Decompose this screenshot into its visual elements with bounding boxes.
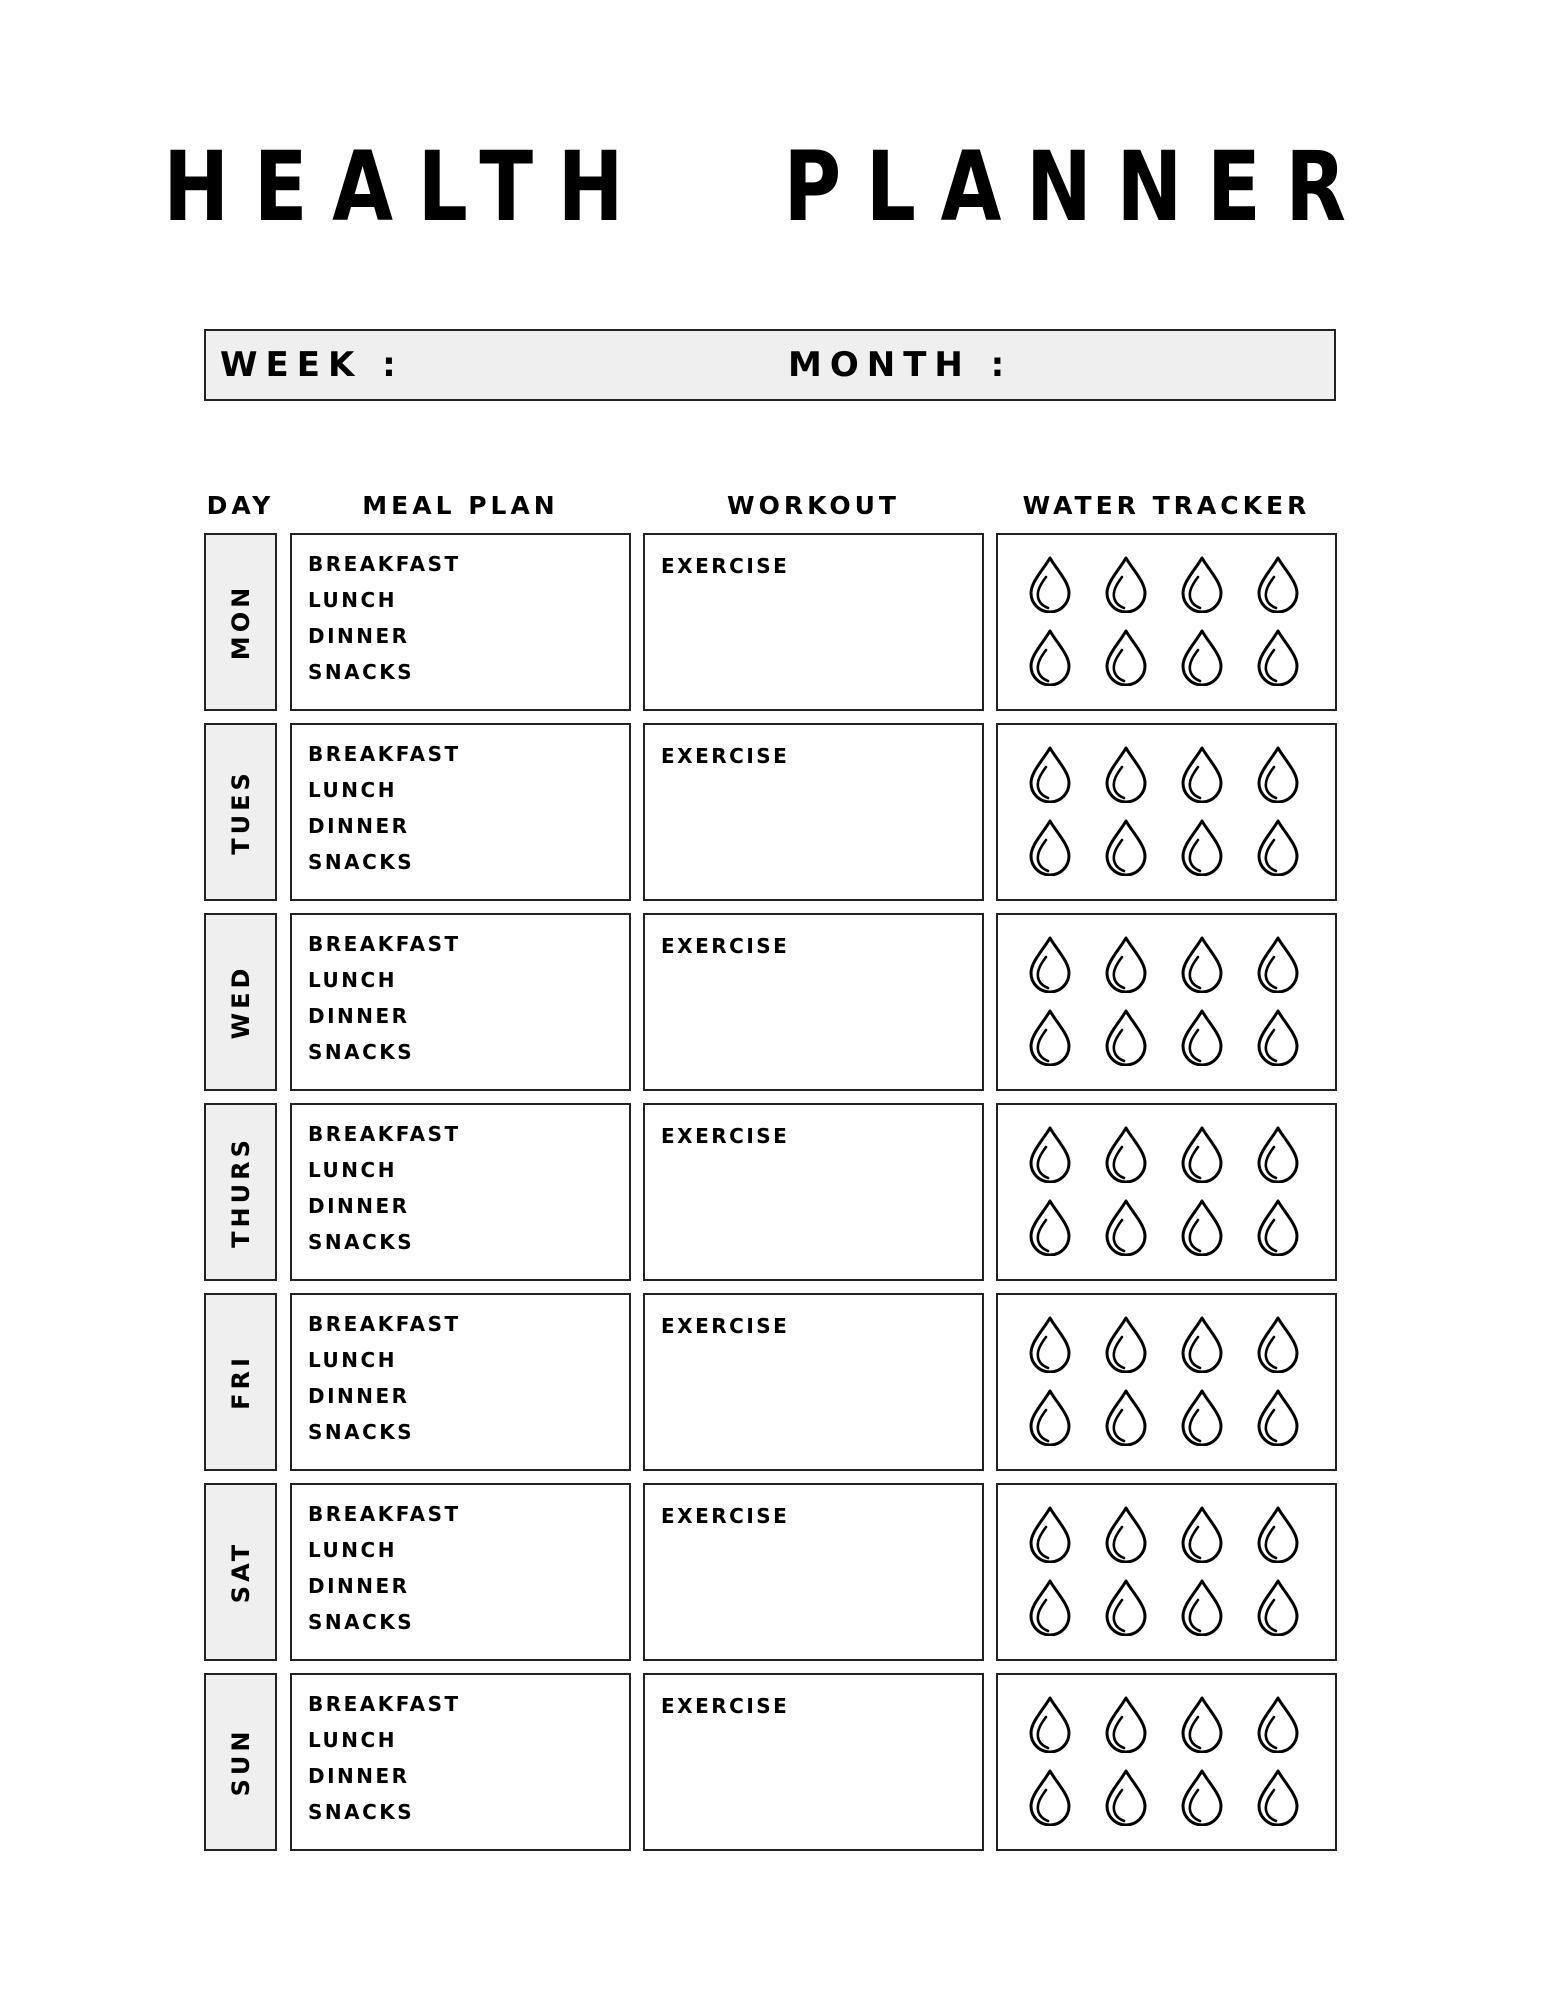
water-drop-icon[interactable]: [1104, 555, 1148, 613]
exercise-label: EXERCISE: [661, 1124, 790, 1148]
water-drop-icon[interactable]: [1104, 1315, 1148, 1373]
meal-plan-cell[interactable]: [290, 1483, 631, 1661]
week-month-bar: [204, 329, 1336, 401]
water-drop-icon[interactable]: [1028, 628, 1072, 686]
meal-label-dinner: DINNER: [308, 624, 410, 648]
meal-label-lunch: LUNCH: [308, 1158, 397, 1182]
meal-label-lunch: LUNCH: [308, 968, 397, 992]
day-label: WED: [226, 964, 255, 1040]
water-drop-icon[interactable]: [1028, 818, 1072, 876]
meal-label-snacks: SNACKS: [308, 1420, 415, 1444]
exercise-label: EXERCISE: [661, 1694, 790, 1718]
exercise-label: EXERCISE: [661, 1314, 790, 1338]
meal-label-snacks: SNACKS: [308, 1610, 415, 1634]
day-row: [0, 1293, 1545, 1471]
meal-label-dinner: DINNER: [308, 1194, 410, 1218]
day-cell: [204, 1103, 277, 1281]
water-drop-icon[interactable]: [1028, 1125, 1072, 1183]
month-label: MONTH :: [788, 345, 1013, 385]
day-row: [0, 533, 1545, 711]
day-label: SUN: [226, 1727, 255, 1797]
day-cell: [204, 1673, 277, 1851]
meal-plan-cell[interactable]: [290, 723, 631, 901]
water-drop-icon[interactable]: [1256, 1315, 1300, 1373]
water-drop-icon[interactable]: [1256, 628, 1300, 686]
water-tracker-cell: [996, 1673, 1337, 1851]
meal-label-lunch: LUNCH: [308, 1348, 397, 1372]
water-drop-icon[interactable]: [1256, 1388, 1300, 1446]
meal-label-dinner: DINNER: [308, 1384, 410, 1408]
meal-label-dinner: DINNER: [308, 1574, 410, 1598]
water-drop-icon[interactable]: [1180, 555, 1224, 613]
water-drop-icon[interactable]: [1180, 1008, 1224, 1066]
meal-label-breakfast: BREAKFAST: [308, 1692, 461, 1716]
water-drop-icon[interactable]: [1256, 745, 1300, 803]
workout-cell[interactable]: [643, 723, 984, 901]
day-label: MON: [226, 583, 255, 661]
water-drop-icon[interactable]: [1104, 1125, 1148, 1183]
meal-label-snacks: SNACKS: [308, 1040, 415, 1064]
meal-label-lunch: LUNCH: [308, 588, 397, 612]
day-cell: [204, 723, 277, 901]
water-drop-icon[interactable]: [1180, 745, 1224, 803]
water-drop-icon[interactable]: [1104, 1695, 1148, 1753]
day-cell: [204, 1293, 277, 1471]
water-drop-icon[interactable]: [1256, 1008, 1300, 1066]
water-drop-icon[interactable]: [1028, 1008, 1072, 1066]
water-tracker-cell: [996, 723, 1337, 901]
day-row: [0, 1483, 1545, 1661]
week-label: WEEK :: [220, 345, 404, 385]
water-drop-icon[interactable]: [1104, 628, 1148, 686]
water-drop-icon[interactable]: [1180, 1578, 1224, 1636]
water-drop-icon[interactable]: [1028, 1198, 1072, 1256]
water-drop-icon[interactable]: [1180, 935, 1224, 993]
water-drop-icon[interactable]: [1028, 555, 1072, 613]
water-drop-icon[interactable]: [1104, 1578, 1148, 1636]
water-drop-icon[interactable]: [1104, 1198, 1148, 1256]
day-label: THURS: [226, 1136, 255, 1248]
water-drop-icon[interactable]: [1180, 1505, 1224, 1563]
water-drop-icon[interactable]: [1256, 1125, 1300, 1183]
water-drop-icon[interactable]: [1028, 935, 1072, 993]
water-tracker-cell: [996, 1483, 1337, 1661]
day-cell: [204, 1483, 277, 1661]
header-day: DAY: [206, 491, 275, 520]
water-drop-icon[interactable]: [1104, 818, 1148, 876]
exercise-label: EXERCISE: [661, 744, 790, 768]
header-water-tracker: WATER TRACKER: [1022, 491, 1311, 520]
water-drop-icon[interactable]: [1256, 1695, 1300, 1753]
water-drop-icon[interactable]: [1256, 555, 1300, 613]
water-drop-icon[interactable]: [1028, 1505, 1072, 1563]
water-drop-icon[interactable]: [1180, 1198, 1224, 1256]
water-drop-icon[interactable]: [1180, 818, 1224, 876]
meal-label-snacks: SNACKS: [308, 850, 415, 874]
water-drop-icon[interactable]: [1180, 1315, 1224, 1373]
water-drop-icon[interactable]: [1180, 628, 1224, 686]
meal-label-snacks: SNACKS: [308, 660, 415, 684]
water-drop-icon[interactable]: [1104, 1008, 1148, 1066]
water-drop-icon[interactable]: [1028, 745, 1072, 803]
page-title: [0, 132, 1545, 242]
water-drop-icon[interactable]: [1028, 1768, 1072, 1826]
day-row: [0, 723, 1545, 901]
meal-label-snacks: SNACKS: [308, 1230, 415, 1254]
day-cell: [204, 913, 277, 1091]
meal-label-lunch: LUNCH: [308, 1728, 397, 1752]
title-word-health: HEALTH: [163, 131, 648, 243]
meal-plan-cell[interactable]: [290, 533, 631, 711]
water-tracker-cell: [996, 1103, 1337, 1281]
exercise-label: EXERCISE: [661, 1504, 790, 1528]
day-row: [0, 1673, 1545, 1851]
water-drop-icon[interactable]: [1104, 1388, 1148, 1446]
meal-label-breakfast: BREAKFAST: [308, 932, 461, 956]
water-tracker-cell: [996, 1293, 1337, 1471]
meal-label-breakfast: BREAKFAST: [308, 1312, 461, 1336]
water-drop-icon[interactable]: [1028, 1578, 1072, 1636]
water-drop-icon[interactable]: [1256, 1768, 1300, 1826]
header-workout: WORKOUT: [727, 491, 900, 520]
meal-label-dinner: DINNER: [308, 814, 410, 838]
water-drop-icon[interactable]: [1256, 1578, 1300, 1636]
meal-label-breakfast: BREAKFAST: [308, 1502, 461, 1526]
day-label: FRI: [226, 1354, 255, 1410]
meal-plan-cell[interactable]: [290, 1673, 631, 1851]
water-drop-icon[interactable]: [1180, 1125, 1224, 1183]
day-row: [0, 913, 1545, 1091]
meal-plan-cell[interactable]: [290, 913, 631, 1091]
meal-label-breakfast: BREAKFAST: [308, 1122, 461, 1146]
day-row: [0, 1103, 1545, 1281]
exercise-label: EXERCISE: [661, 554, 790, 578]
water-drop-icon[interactable]: [1104, 935, 1148, 993]
water-drop-icon[interactable]: [1256, 818, 1300, 876]
meal-label-lunch: LUNCH: [308, 778, 397, 802]
water-tracker-cell: [996, 913, 1337, 1091]
water-drop-icon[interactable]: [1180, 1695, 1224, 1753]
water-drop-icon[interactable]: [1180, 1388, 1224, 1446]
header-meal-plan: MEAL PLAN: [362, 491, 559, 520]
workout-cell[interactable]: [643, 913, 984, 1091]
day-cell: [204, 533, 277, 711]
water-drop-icon[interactable]: [1104, 1768, 1148, 1826]
water-drop-icon[interactable]: [1180, 1768, 1224, 1826]
workout-cell[interactable]: [643, 533, 984, 711]
meal-label-lunch: LUNCH: [308, 1538, 397, 1562]
meal-plan-cell[interactable]: [290, 1293, 631, 1471]
meal-plan-cell[interactable]: [290, 1103, 631, 1281]
water-drop-icon[interactable]: [1256, 1505, 1300, 1563]
water-drop-icon[interactable]: [1104, 1505, 1148, 1563]
meal-label-dinner: DINNER: [308, 1764, 410, 1788]
day-label: TUES: [226, 769, 255, 855]
title-word-planner: PLANNER: [783, 131, 1371, 243]
exercise-label: EXERCISE: [661, 934, 790, 958]
water-drop-icon[interactable]: [1028, 1388, 1072, 1446]
water-drop-icon[interactable]: [1028, 1315, 1072, 1373]
water-drop-icon[interactable]: [1256, 1198, 1300, 1256]
workout-cell[interactable]: [643, 1103, 984, 1281]
water-drop-icon[interactable]: [1256, 935, 1300, 993]
workout-cell[interactable]: [643, 1483, 984, 1661]
water-drop-icon[interactable]: [1028, 1695, 1072, 1753]
workout-cell[interactable]: [643, 1293, 984, 1471]
meal-label-snacks: SNACKS: [308, 1800, 415, 1824]
meal-label-breakfast: BREAKFAST: [308, 742, 461, 766]
day-label: SAT: [226, 1540, 255, 1604]
workout-cell[interactable]: [643, 1673, 984, 1851]
water-tracker-cell: [996, 533, 1337, 711]
water-drop-icon[interactable]: [1104, 745, 1148, 803]
meal-label-dinner: DINNER: [308, 1004, 410, 1028]
meal-label-breakfast: BREAKFAST: [308, 552, 461, 576]
